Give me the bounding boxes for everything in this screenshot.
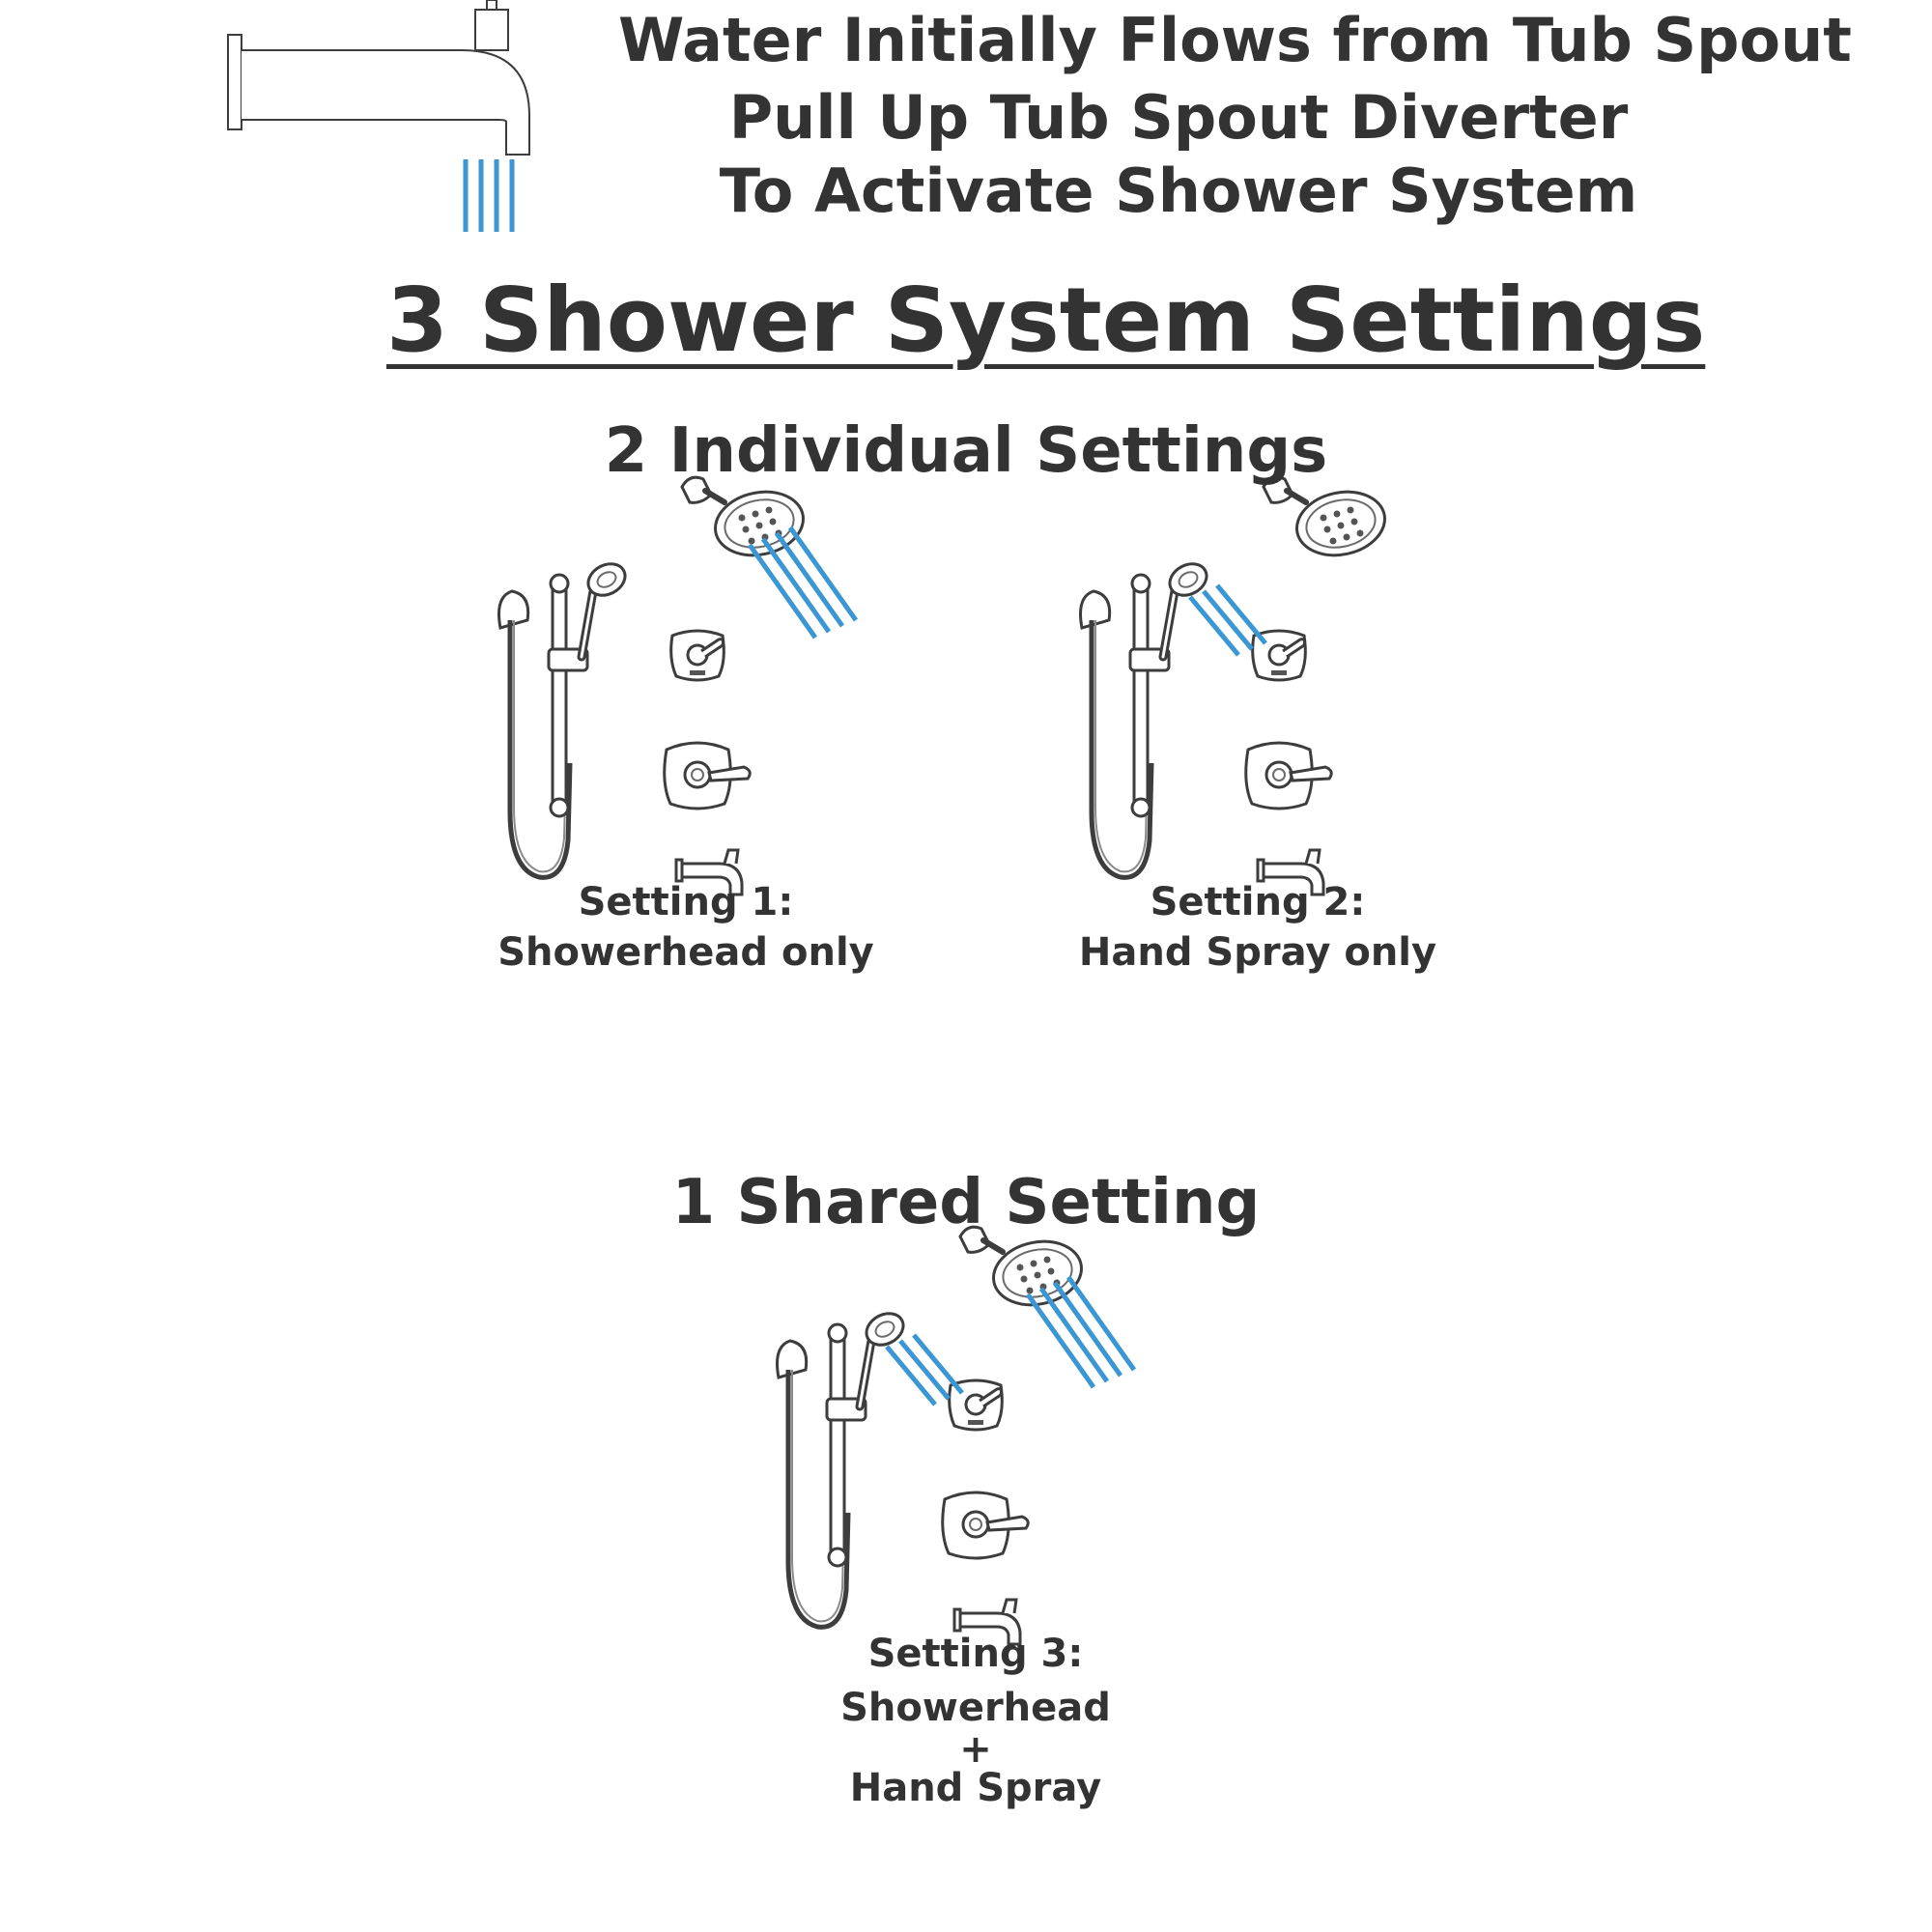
setting-3-line-1: Showerhead (840, 1686, 1111, 1730)
main-title: 3 Shower System Settings (386, 269, 1706, 372)
setting-3-fixtures (778, 1227, 1135, 1644)
showerhead-spray (750, 527, 856, 638)
setting-2-label: Setting 2: (1150, 880, 1366, 924)
intro-line-1: Water Initially Flows from Tub Spout (618, 5, 1852, 75)
setting-1-label: Setting 1: (578, 880, 794, 924)
setting-2-fixtures (1081, 477, 1391, 895)
setting-1-caption (444, 877, 927, 978)
intro-line-3: To Activate Shower System (719, 156, 1638, 226)
setting-3-caption (734, 1627, 1217, 1812)
individual-settings-title: 2 Individual Settings (604, 415, 1328, 487)
shared-setting-title: 1 Shared Setting (671, 1167, 1261, 1238)
setting-1-fixtures (499, 477, 857, 895)
setting-2-caption (1016, 877, 1499, 978)
intro-line-2: Pull Up Tub Spout Diverter (728, 82, 1629, 153)
setting-3-line-2: Hand Spray (849, 1766, 1102, 1810)
setting-1-description: Showerhead only (497, 930, 874, 975)
setting-3-joiner: + (959, 1727, 992, 1772)
tub-spout-icon (228, 0, 529, 155)
setting-3-label: Setting 3: (867, 1632, 1084, 1676)
setting-2-description: Hand Spray only (1078, 930, 1437, 975)
water-stream-icon (466, 159, 512, 232)
showerhead-spray (1028, 1277, 1134, 1387)
